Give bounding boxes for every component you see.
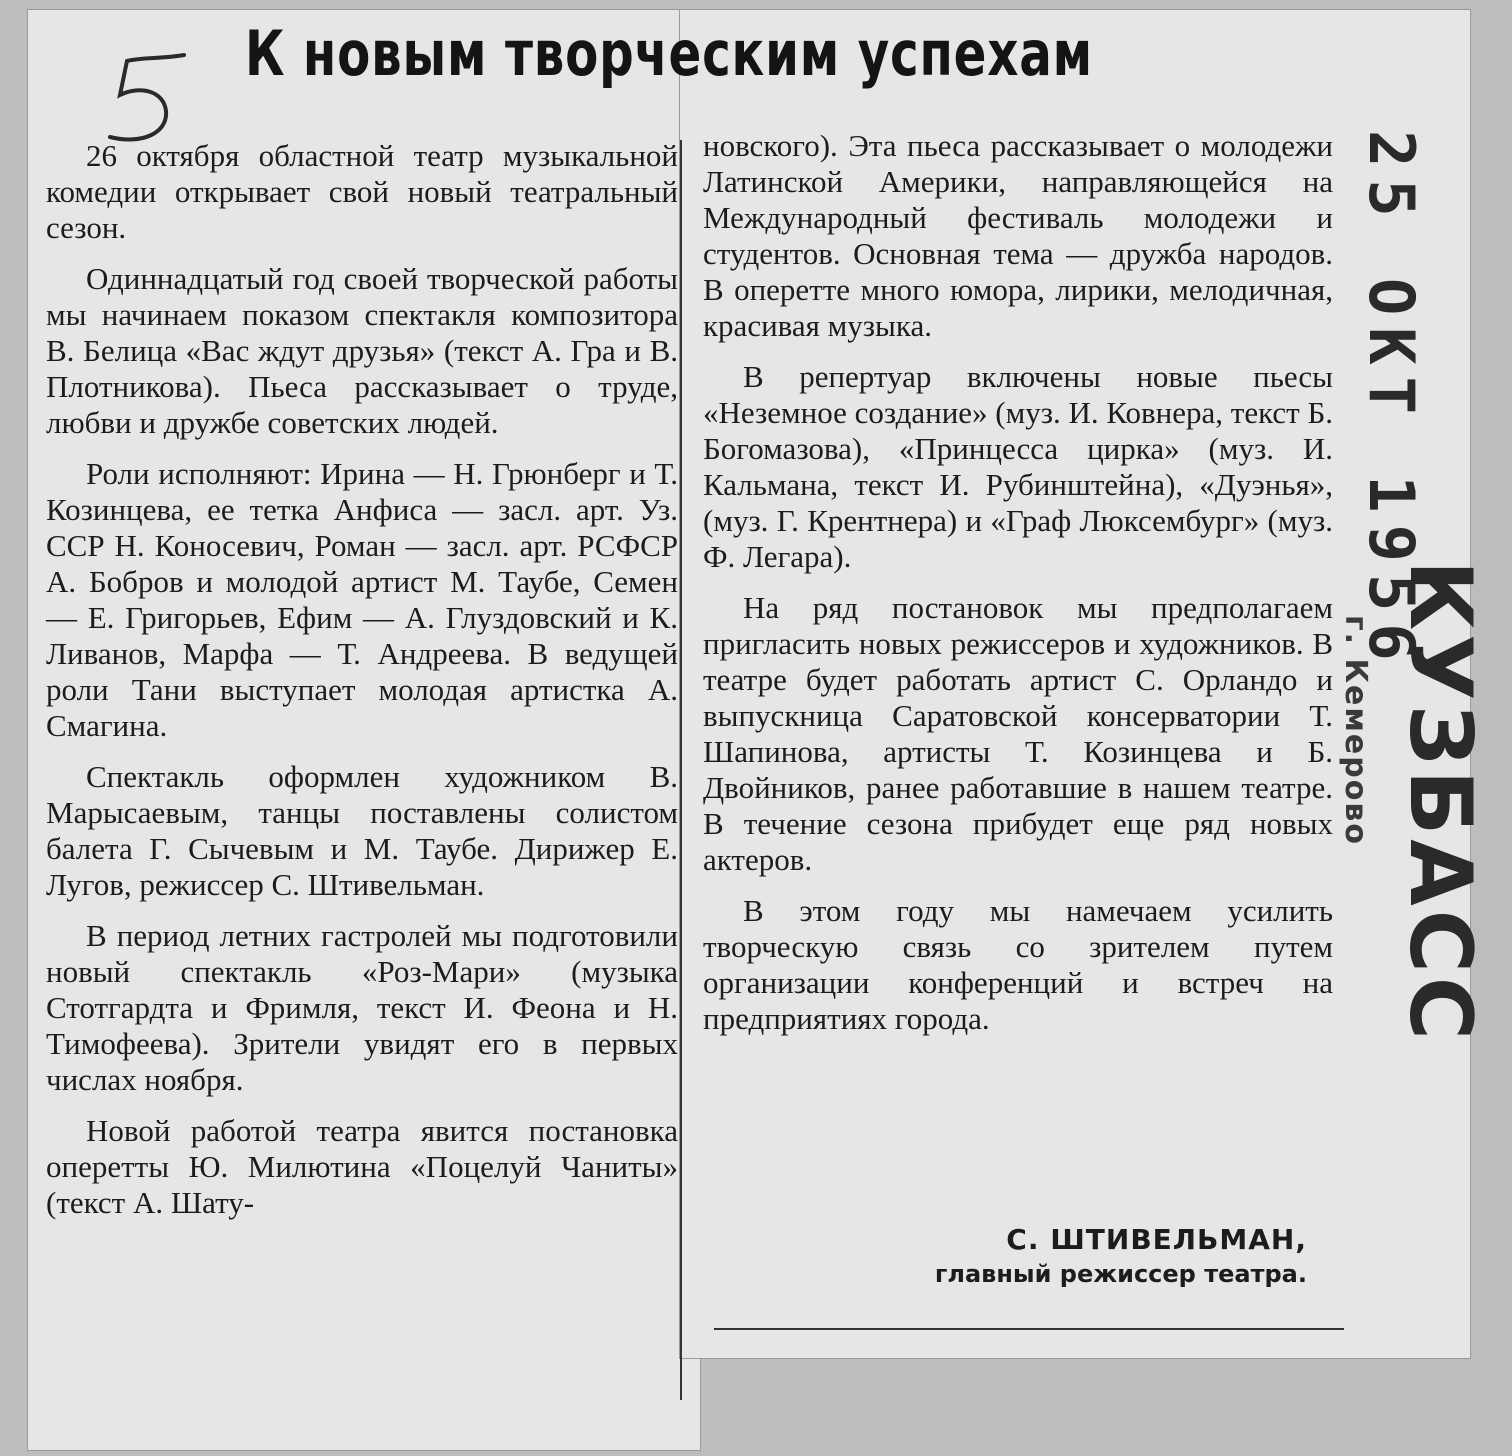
paragraph: Одиннадцатый год своей творческой работы мы начинаем показом спектакля композитора В. Белица «Вас ждут друзья» (текст А. Гра и В. Плотникова). Пьеса рассказывает о труде, любви и дружбе советских людей.	[46, 261, 678, 440]
newspaper-stamp: КУЗБАСС	[1390, 560, 1490, 1045]
paragraph: В этом году мы намечаем усилить творческую связь со зрителем путем организации конференций и встреч на предприятиях города.	[703, 893, 1333, 1036]
paragraph: 26 октября областной театр музыкальной комедии открывает свой новый театральный сезон.	[46, 138, 678, 245]
article-column-left	[46, 138, 678, 1236]
author-name: С. ШТИВЕЛЬМАН,	[1006, 1223, 1307, 1256]
paragraph-continuation: новского). Эта пьеса рассказывает о молодежи Латинской Америки, направляющейся на Международный фестиваль молодежи и студентов. Основная тема — дружба народов. В оперетте много юмора, лирики, мелодичная, красивая музыка.	[703, 128, 1333, 343]
paragraph: На ряд постановок мы предполагаем пригласить новых режиссеров и художников. В театре будет работать артист С. Орландо и выпускница Саратовской консерватории Т. Шапинова, артисты Т. Козинцева и Б. Двойников, ранее работавшие в нашем театре. В течение сезона прибудет еще ряд новых актеров.	[703, 590, 1333, 877]
paragraph: В репертуар включены новые пьесы «Неземное создание» (муз. И. Ковнера, текст Б. Богомазова), «Принцесса цирка» (муз. И. Кальмана, текст И. Рубинштейна), «Дуэнья», (муз. Г. Крентнера) и «Граф Люксембург» (муз. Ф. Легара).	[703, 359, 1333, 574]
paragraph: В период летних гастролей мы подготовили новый спектакль «Роз-Мари» (музыка Стотгардта и Фримля, текст И. Феона и Н. Тимофеева). Зрители увидят его в первых числах ноября.	[46, 918, 678, 1097]
article-end-rule	[714, 1328, 1344, 1330]
city-stamp: г. Кемерово	[1338, 615, 1373, 846]
column-divider	[680, 140, 682, 1400]
author-signature	[703, 1222, 1307, 1290]
article-column-right	[703, 128, 1333, 1052]
article-headline: К новым творческим успехам	[245, 17, 1093, 90]
author-role: главный режиссер театра.	[934, 1260, 1307, 1288]
paragraph: Спектакль оформлен художником В. Марысаевым, танцы поставлены солистом балета Г. Сычевым и М. Таубе. Дирижер Е. Лугов, режиссер С. Штивельман.	[46, 759, 678, 902]
paragraph: Новой работой театра явится постановка оперетты Ю. Милютина «Поцелуй Чаниты» (текст А. Шату-	[46, 1113, 678, 1220]
paragraph: Роли исполняют: Ирина — Н. Грюнберг и Т. Козинцева, ее тетка Анфиса — засл. арт. Уз. ССР Н. Коносевич, Роман — засл. арт. РСФСР А. Бобров и молодой артист М. Таубе, Семен — Е. Григорьев, Ефим — А. Глуздовский и К. Ливанов, Марфа — Т. Андреева. В ведущей роли Тани выступает молодая артистка А. Смагина.	[46, 456, 678, 743]
handwritten-page-mark	[92, 45, 202, 150]
date-stamp: 25 ОКТ 1956	[1355, 130, 1428, 673]
